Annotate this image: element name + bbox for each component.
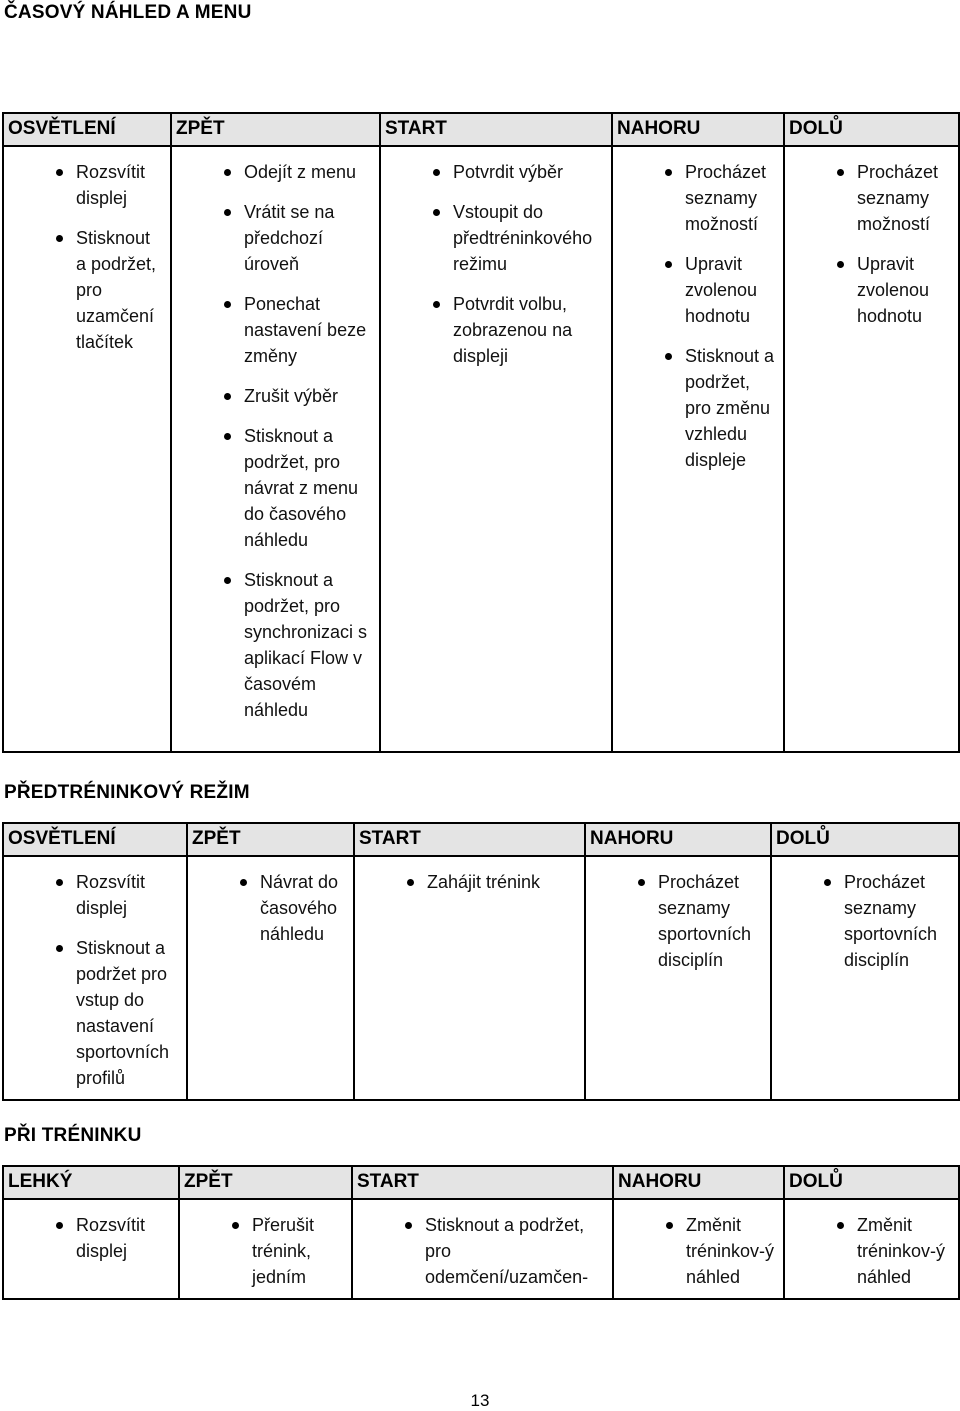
bullet-list [8, 159, 164, 355]
page-number: 13 [470, 1391, 490, 1410]
list-item: Změnit tréninkov-ý náhled [789, 1212, 952, 1290]
table-time-view-menu [2, 112, 960, 753]
list-item: Stisknout a podržet, pro uzamčení tlačítek [8, 225, 164, 355]
cell [3, 1199, 179, 1299]
col-header: NAHORU [585, 823, 771, 856]
table-row [3, 856, 959, 1100]
cell [613, 1199, 784, 1299]
table-header-row [3, 1166, 959, 1199]
cell [784, 1199, 959, 1299]
list-item: Rozsvítit displej [8, 869, 180, 921]
cell [771, 856, 959, 1100]
list-item: Ponechat nastavení beze změny [176, 291, 373, 369]
list-item: Potvrdit volbu, zobrazenou na displeji [385, 291, 605, 369]
list-item: Zrušit výběr [176, 383, 373, 409]
table-during-training [2, 1165, 960, 1300]
list-item: Stisknout a podržet, pro změnu vzhledu displeje [617, 343, 777, 473]
cell [3, 856, 187, 1100]
col-header: NAHORU [613, 1166, 784, 1199]
col-header: LEHKÝ [3, 1166, 179, 1199]
list-item: Stisknout a podržet, pro návrat z menu do časového náhledu [176, 423, 373, 553]
col-header: ZPĚT [171, 113, 380, 146]
bullet-list [789, 1212, 952, 1290]
table-pretraining-mode [2, 822, 960, 1101]
cell [171, 146, 380, 752]
list-item: Rozsvítit displej [8, 159, 164, 211]
list-item: Návrat do časového náhledu [192, 869, 347, 947]
cell [585, 856, 771, 1100]
list-item: Stisknout a podržet, pro odemčení/uzamčen- [357, 1212, 606, 1290]
bullet-list [176, 159, 373, 723]
col-header: OSVĚTLENÍ [3, 113, 171, 146]
table-row [3, 1199, 959, 1299]
list-item: Procházet seznamy sportovních disciplín [776, 869, 952, 973]
list-item: Zahájit trénink [359, 869, 578, 895]
bullet-list [385, 159, 605, 369]
col-header: ZPĚT [179, 1166, 352, 1199]
col-header: DOLŮ [784, 1166, 959, 1199]
col-header: START [354, 823, 585, 856]
list-item: Přerušit trénink, jedním [184, 1212, 345, 1290]
bullet-list [618, 1212, 777, 1290]
table-header-row [3, 113, 959, 146]
cell [612, 146, 784, 752]
cell [3, 146, 171, 752]
list-item: Vrátit se na předchozí úroveň [176, 199, 373, 277]
col-header: START [380, 113, 612, 146]
bullet-list [617, 159, 777, 473]
bullet-list [184, 1212, 345, 1290]
col-header: DOLŮ [771, 823, 959, 856]
section-title-during-training: PŘI TRÉNINKU [4, 1125, 142, 1146]
cell [179, 1199, 352, 1299]
cell [784, 146, 959, 752]
bullet-list [357, 1212, 606, 1290]
cell [187, 856, 354, 1100]
list-item: Procházet seznamy možností [789, 159, 952, 237]
list-item: Odejít z menu [176, 159, 373, 185]
list-item: Vstoupit do předtréninkového režimu [385, 199, 605, 277]
list-item: Procházet seznamy sportovních disciplín [590, 869, 764, 973]
list-item: Procházet seznamy možností [617, 159, 777, 237]
list-item: Rozsvítit displej [8, 1212, 172, 1264]
bullet-list [8, 869, 180, 1091]
bullet-list [590, 869, 764, 973]
list-item: Upravit zvolenou hodnotu [617, 251, 777, 329]
list-item: Stisknout a podržet pro vstup do nastavení sportovních profilů [8, 935, 180, 1091]
bullet-list [192, 869, 347, 947]
cell [352, 1199, 613, 1299]
section-title-pretraining-mode: PŘEDTRÉNINKOVÝ REŽIM [4, 782, 250, 803]
cell [380, 146, 612, 752]
bullet-list [359, 869, 578, 895]
list-item: Potvrdit výběr [385, 159, 605, 185]
col-header: NAHORU [612, 113, 784, 146]
bullet-list [8, 1212, 172, 1264]
col-header: ZPĚT [187, 823, 354, 856]
col-header: START [352, 1166, 613, 1199]
list-item: Upravit zvolenou hodnotu [789, 251, 952, 329]
col-header: OSVĚTLENÍ [3, 823, 187, 856]
table-row [3, 146, 959, 752]
list-item: Změnit tréninkov-ý náhled [618, 1212, 777, 1290]
col-header: DOLŮ [784, 113, 959, 146]
bullet-list [776, 869, 952, 973]
section-title-time-view-menu: ČASOVÝ NÁHLED A MENU [4, 2, 252, 23]
bullet-list [789, 159, 952, 329]
cell [354, 856, 585, 1100]
table-header-row [3, 823, 959, 856]
list-item: Stisknout a podržet, pro synchronizaci s aplikací Flow v časovém náhledu [176, 567, 373, 723]
